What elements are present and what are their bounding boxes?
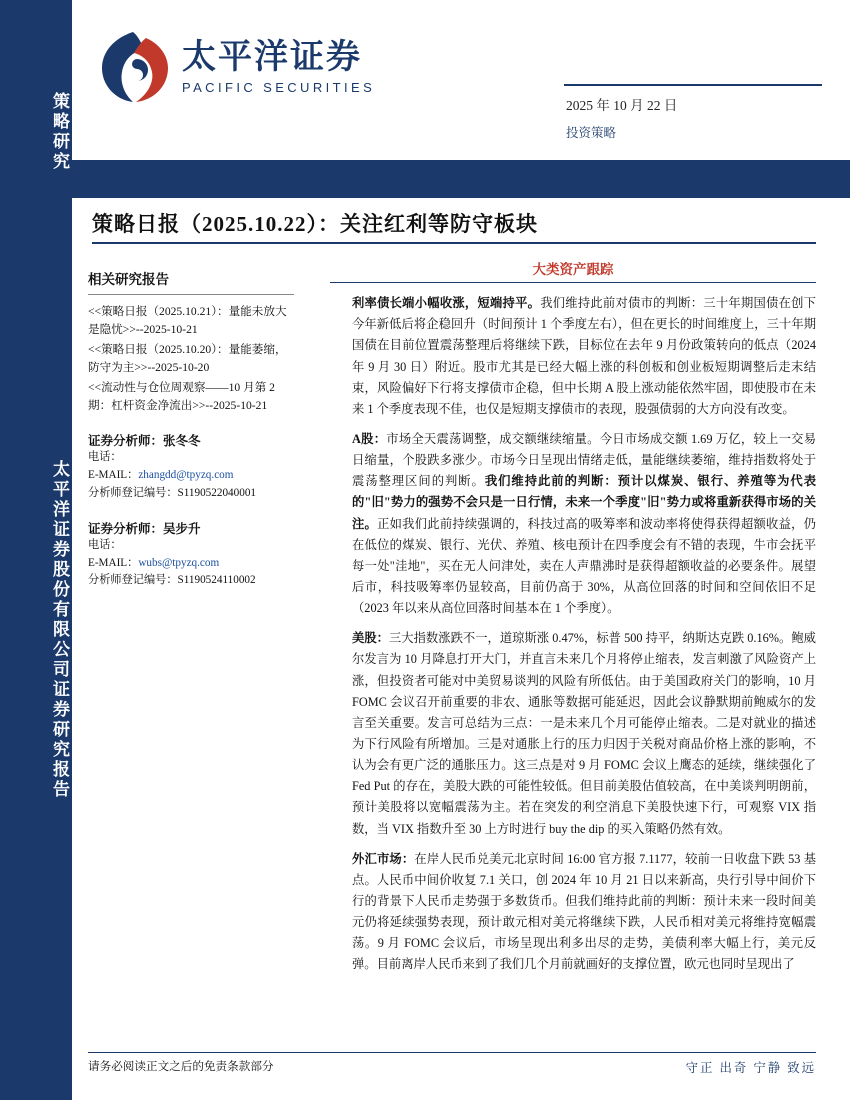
analyst-email[interactable]: wubs@tpyzq.com xyxy=(138,556,220,569)
section-divider xyxy=(330,282,816,283)
paragraph-lead: 外汇市场： xyxy=(352,851,415,866)
analyst-email-row xyxy=(88,555,294,573)
analyst-cert: 分析师登记编号：S1190524110002 xyxy=(88,574,256,587)
footer-divider xyxy=(88,1052,816,1053)
pacific-securities-logo-icon xyxy=(94,28,172,106)
analyst-name: 证券分析师：吴步升 xyxy=(88,521,201,536)
report-date: 2025 年 10 月 22 日 xyxy=(566,98,678,113)
footer-disclaimer: 请务必阅读正文之后的免责条款部分 xyxy=(88,1060,274,1073)
brand-name-en: PACIFIC SECURITIES xyxy=(182,80,376,96)
sidebar-label-bottom: 太平洋证券股份有限公司证券研究报告 xyxy=(50,460,69,800)
analyst-cert: 分析师登记编号：S1190522040001 xyxy=(88,486,257,499)
right-column xyxy=(330,258,816,985)
paragraph-body: 在岸人民币兑美元北京时间 16:00 官方报 7.1177，较前一日收盘下跌 53 基点。人民币中间价收复 7.1 关口，创 2024 年 10 月 21 日以来新高，央行引导中间价下行的背景下人民币走势强于多数货币。但我们维持此前的判断：预计未来一段时间美元仍将延续强势表现，预计敢元相对美元将继续下跌，人民币相对美元将维持宽幅震荡。9 月 FOMC 会议后，市场呈现出利多出尽的走势，美债利率大幅上行，美元反弹。目前离岸人民币来到了我们几个月前就画好的支撑位置，欧元也同时呈现出了 xyxy=(352,851,816,972)
list-item[interactable]: <<策略日报（2025.10.21）：量能未放大是隐忧>>--2025-10-21 xyxy=(88,305,287,336)
left-sidebar xyxy=(0,0,72,1100)
paragraph-body: 三大指数涨跌不一，道琼斯涨 0.47%，标普 500 持平，纳斯达克跌 0.16%。鲍威尔发言为 10 月降息打开大门，并直言未来几个月将停止缩表，发言刺激了风险资产上涨，但投资者可能对中美贸易谈判的风险有所低估。由于美国政府关门的影响，10 月 FOMC 会议召开前重要的非农、通胀等数据可能延迟，因此会议静默期前鲍威尔的发言至关重要。发言可总结为三点：一是未来几个月可能停止缩表。二是对就业的描述为下行风险有所增加。三是对通胀上行的压力归因于关税对商品价格上涨的影响，不认为会有更广泛的通胀压力。这三点是对 9 月 FOMC 会议上鹰态的延续，继续强化了 Fed Put 的存在，美股大跌的可能性较低。但目前美股估值较高，在中美谈判明朗前，预计美股将以宽幅震荡为主。若在突发的利空消息下美股快速下行，可观察 VIX 指数，当 VIX 指数升至 30 上方时进行 buy the dip 的买入策略仍然有效。 xyxy=(352,631,816,836)
paragraph-rates xyxy=(330,293,816,420)
title-divider xyxy=(92,242,816,244)
sidebar-label-top: 策略研究 xyxy=(50,92,69,172)
paragraph-lead: 利率债长端小幅收涨，短端持平。 xyxy=(352,296,541,311)
footer-slogan: 守正 出奇 宁静 致远 xyxy=(685,1061,816,1075)
analyst-block-1 xyxy=(88,431,294,503)
related-reports-heading: 相关研究报告 xyxy=(88,272,169,287)
analyst-name: 证券分析师：张冬冬 xyxy=(88,433,201,448)
header-meta xyxy=(562,86,822,141)
left-column xyxy=(88,268,294,590)
analyst-email[interactable]: zhangdd@tpyzq.com xyxy=(138,468,234,481)
brand-name xyxy=(182,39,375,95)
paragraph-fx xyxy=(330,849,816,976)
brand-name-cn: 太平洋证券 xyxy=(182,38,362,76)
paragraph-emphasis: 我们维持此前的判断：预计以煤炭、银行、养殖等为代表的"旧"势力的强势不会只是一日行情，未来一个季度"旧"势力或将重新获得市场的关注。 xyxy=(352,474,816,531)
analyst-email-label: E-MAIL： xyxy=(88,468,139,481)
paragraph-body: 我们维持此前对债市的判断：三十年期国债在创下今年新低后将企稳回升（时间预计 1 个季度左右），但在更长的时间维度上，三十年期国债在目前位置震荡整理后将继续下跌，目标位在去年 9 月份政策转向的低点（2024 年 9 月 30 日）附近。股市尤其是已经大幅上涨的科创板和创业板短期调整后走末结束，风险偏好下行将支撑债市企稳，但中长期 A 股上涨动能依然牢固，即使股市在未来 1 个季度表现不佳，也仅是短期支撑债市的表现，股强债弱的大方向没有改变。 xyxy=(352,296,816,416)
paragraph-lead: 美股： xyxy=(352,631,389,646)
paragraph-us-stocks xyxy=(330,628,816,839)
paragraph-a-shares xyxy=(330,429,816,619)
analyst-email-row xyxy=(88,467,294,485)
analyst-email-label: E-MAIL： xyxy=(88,556,139,569)
list-item[interactable]: <<流动性与仓位周观察——10 月第 2 期：杠杆资金净流出>>--2025-10-21 xyxy=(88,380,275,412)
title-band xyxy=(72,160,850,198)
brand-logo xyxy=(94,28,375,106)
paragraph-body: 市场全天震荡调整，成交额继续缩量。今日市场成交额 1.69 万亿，较上一交易日缩量，个股跌多涨少。市场今日呈现出情绪走低，量能继续萎缩，维持指数将处于震荡整理区间的判断。 xyxy=(352,432,817,489)
list-item[interactable]: <<策略日报（2025.10.20）：量能萎缩，防守为主>>--2025-10-20 xyxy=(88,342,287,374)
analyst-block-2 xyxy=(88,519,294,591)
report-category: 投资策略 xyxy=(566,126,617,140)
page-title: 策略日报（2025.10.22）：关注红利等防守板块 xyxy=(92,212,538,236)
section-heading: 大类资产跟踪 xyxy=(532,262,614,277)
paragraph-tail: 正如我们此前持续强调的，科技过高的吸筹率和波动率将使得获得超额收益，仍在低位的煤炭、银行、光伏、养殖、核电预计在四季度会有不错的表现，牛市会抚平每一处"洼地"，买在无人问津处，卖在人声鼎沸时是获得超额收益的必要条件。展望后市，科技吸筹率仍显较高，目前仍高于 30%，从高位回落的时间和空间依旧不足（2023 年以来从高位回落时间基本在 1 个季度）。 xyxy=(352,516,816,616)
analyst-phone: 电话： xyxy=(88,450,122,463)
document-header xyxy=(72,0,850,160)
analyst-phone: 电话： xyxy=(88,538,122,551)
related-reports-divider xyxy=(88,294,294,295)
paragraph-lead: A股： xyxy=(352,432,387,447)
